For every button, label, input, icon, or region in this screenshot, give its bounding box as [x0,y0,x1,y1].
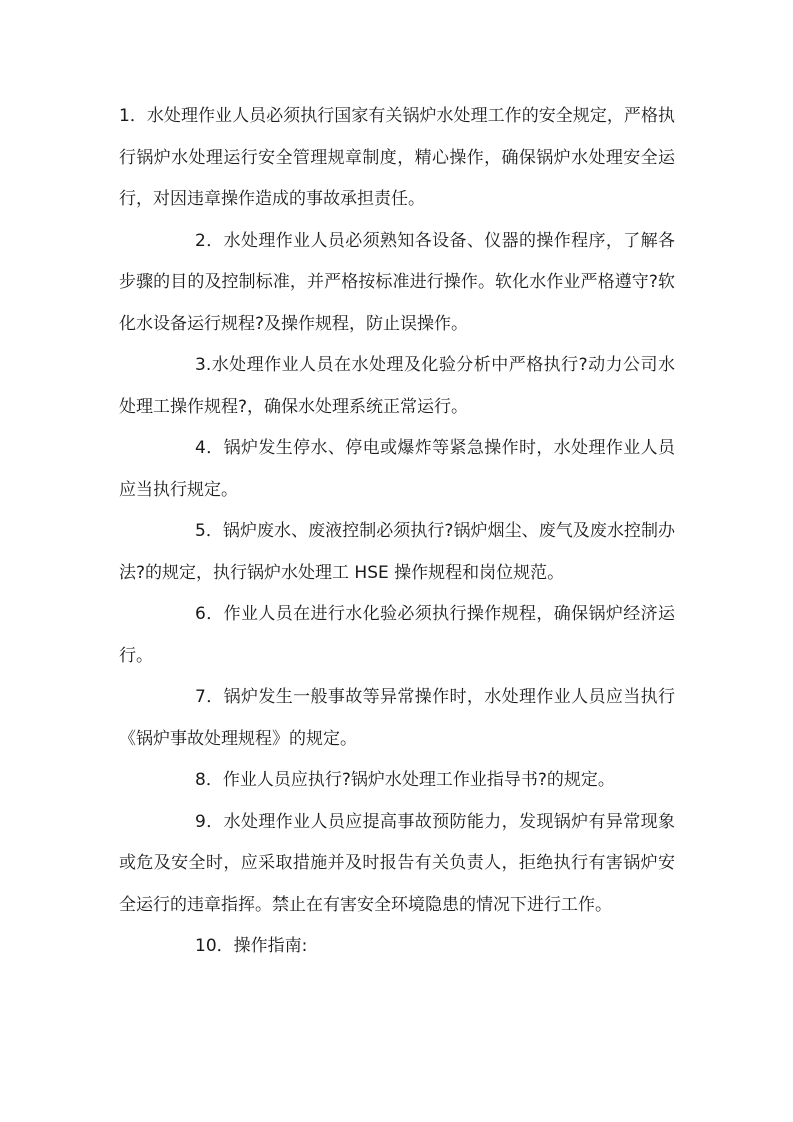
paragraph-4: 4．锅炉发生停水、停电或爆炸等紧急操作时，水处理作业人员应当执行规定。 [119,438,675,500]
paragraph-2: 2．水处理作业人员必须熟知各设备、仪器的操作程序，了解各步骤的目的及控制标准，并严格按标准进行操作。软化水作业严格遵守?软化水设备运行规程?及操作规程，防止误操作。 [119,230,675,334]
paragraph-10: 10．操作指南: [195,936,308,956]
paragraph-1: 1．水处理作业人员必须执行国家有关锅炉水处理工作的安全规定，严格执行锅炉水处理运行安全管理规章制度，精心操作，确保锅炉水处理安全运行，对因违章操作造成的事故承担责任。 [119,106,675,209]
paragraph-7: 7．锅炉发生一般事故等异常操作时，水处理作业人员应当执行《锅炉事故处理规程》的规定。 [119,687,675,749]
paragraph-9: 9．水处理作业人员应提高事故预防能力，发现锅炉有异常现象或危及安全时，应采取措施并及时报告有关负责人，拒绝执行有害锅炉安全运行的违章指挥。禁止在有害安全环境隐患的情况下进行工作。 [119,811,675,915]
paragraph-3: 3.水处理作业人员在水处理及化验分析中严格执行?动力公司水处理工操作规程?，确保水处理系统正常运行。 [119,355,675,417]
paragraph-6: 6．作业人员在进行水化验必须执行操作规程，确保锅炉经济运行。 [119,604,675,666]
document-body [119,96,675,968]
paragraph-5: 5．锅炉废水、废液控制必须执行?锅炉烟尘、废气及废水控制办法?的规定，执行锅炉水处理工 HSE 操作规程和岗位规范。 [119,521,675,583]
paragraph-8: 8．作业人员应执行?锅炉水处理工作业指导书?的规定。 [195,770,615,790]
